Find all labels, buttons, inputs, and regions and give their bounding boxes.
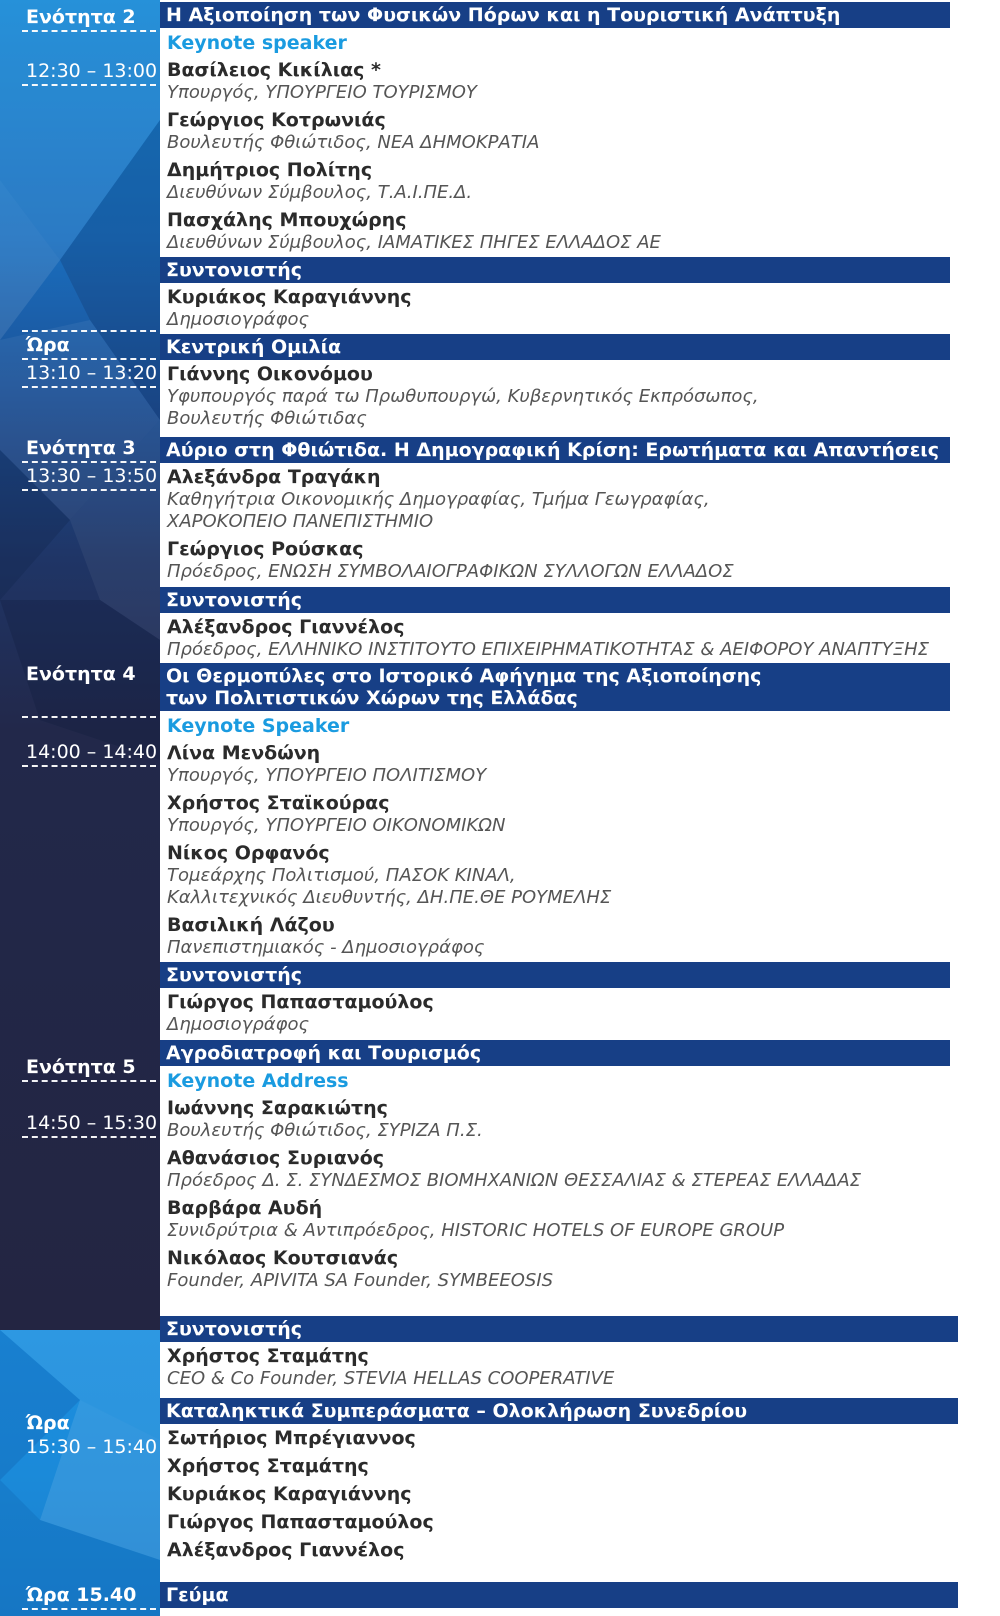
divider xyxy=(22,30,156,32)
speaker-role: Βουλευτής Φθιώτιδος, ΝΕΑ ΔΗΜΟΚΡΑΤΙΑ xyxy=(167,132,540,153)
moderator-bar: Συντονιστής xyxy=(160,962,950,988)
diamond-pattern xyxy=(0,0,160,1616)
section-4-title-line2: των Πολιτιστικών Χώρων της Ελλάδας xyxy=(166,687,578,709)
section-4-title-bar xyxy=(160,663,950,711)
speaker-role: Καθηγήτρια Οικονομικής Δημογραφίας, Τμήμα Γεωγραφίας, xyxy=(167,489,710,510)
lunch-bar: Γεύμα xyxy=(160,1582,958,1608)
speaker-role: Βουλευτής Φθιώτιδος, ΣΥΡΙΖΑ Π.Σ. xyxy=(167,1120,483,1141)
divider xyxy=(22,1608,156,1610)
speaker-role: Διευθύνων Σύμβουλος, Τ.Α.Ι.ΠΕ.Δ. xyxy=(167,182,473,203)
closing-name: Αλέξανδρος Γιαννέλος xyxy=(167,1539,405,1561)
closing-name: Σωτήριος Μπρέγιαννος xyxy=(167,1427,416,1449)
divider xyxy=(22,386,156,388)
speaker-name: Νίκος Ορφανός xyxy=(167,842,330,864)
speaker-name: Αθανάσιος Συριανός xyxy=(167,1147,385,1169)
divider xyxy=(22,1080,156,1082)
speaker-name: Νικόλαος Κουτσιανάς xyxy=(167,1247,399,1269)
speaker-role: Υφυπουργός παρά τω Πρωθυπουργώ, Κυβερνητικός Εκπρόσωπος, xyxy=(167,386,759,407)
moderator-role: CEO & Co Founder, STEVIA HELLAS COOPERATIVE xyxy=(167,1368,615,1389)
speaker-name: Πασχάλης Μπουχώρης xyxy=(167,209,407,231)
speaker-name: Γεώργιος Κοτρωνιάς xyxy=(167,109,386,131)
speaker-name: Χρήστος Σταϊκούρας xyxy=(167,792,390,814)
closing-bar: Καταληκτικά Συμπεράσματα – Ολοκλήρωση Συνεδρίου xyxy=(160,1398,958,1424)
divider xyxy=(22,358,156,360)
section-4-label: Ενότητα 4 xyxy=(26,663,136,685)
left-timeline-column xyxy=(0,0,160,1616)
lunch-label: Ώρα 15.40 xyxy=(26,1584,137,1606)
section-2-title-bar: Η Αξιοποίηση των Φυσικών Πόρων και η Τουριστική Ανάπτυξη xyxy=(160,2,950,28)
section-5-label: Ενότητα 5 xyxy=(26,1056,136,1078)
moderator-bar: Συντονιστής xyxy=(160,1316,958,1342)
section-2-label: Ενότητα 2 xyxy=(26,6,136,28)
section-3-title-bar: Αύριο στη Φθιώτιδα. Η Δημογραφική Κρίση: Ερωτήματα και Απαντήσεις xyxy=(160,437,950,463)
speaker-name: Βασίλειος Κικίλιας * xyxy=(167,59,381,81)
closing-name: Κυριάκος Καραγιάννης xyxy=(167,1483,412,1505)
section-3-time: 13:30 – 13:50 xyxy=(26,465,158,487)
divider xyxy=(22,765,156,767)
keynote-time: 13:10 – 13:20 xyxy=(26,362,158,384)
speaker-role: Υπουργός, ΥΠΟΥΡΓΕΙΟ ΠΟΛΙΤΙΣΜΟΥ xyxy=(167,765,487,786)
closing-hour-label: Ώρα xyxy=(26,1412,70,1434)
speaker-role: Διευθύνων Σύμβουλος, ΙΑΜΑΤΙΚΕΣ ΠΗΓΕΣ ΕΛΛΑΔΟΣ ΑΕ xyxy=(167,232,661,253)
speaker-role: Υπουργός, ΥΠΟΥΡΓΕΙΟ ΟΙΚΟΝΟΜΙΚΩΝ xyxy=(167,815,506,836)
speaker-name: Βασιλική Λάζου xyxy=(167,914,335,936)
speaker-role: Πρόεδρος Δ. Σ. ΣΥΝΔΕΣΜΟΣ ΒΙΟΜΗΧΑΝΙΩΝ ΘΕΣΣΑΛΙΑΣ & ΣΤΕΡΕΑΣ ΕΛΛΑΔΑΣ xyxy=(167,1170,862,1191)
speaker-name: Βαρβάρα Αυδή xyxy=(167,1197,323,1219)
speaker-role: Τομεάρχης Πολιτισμού, ΠΑΣΟΚ ΚΙΝΑΛ, xyxy=(167,865,516,886)
speaker-name: Γιάννης Οικονόμου xyxy=(167,363,373,385)
speaker-role: ΧΑΡΟΚΟΠΕΙΟ ΠΑΝΕΠΙΣΤΗΜΙΟ xyxy=(167,511,434,532)
keynote-main-bar: Κεντρική Ομιλία xyxy=(160,334,950,360)
keynote-label: Keynote Address xyxy=(167,1070,349,1092)
closing-name: Γιώργος Παπασταμούλος xyxy=(167,1511,434,1533)
closing-time: 15:30 – 15:40 xyxy=(26,1436,158,1458)
keynote-label: Keynote speaker xyxy=(167,32,347,54)
section-4-time: 14:00 – 14:40 xyxy=(26,741,158,763)
moderator-name: Κυριάκος Καραγιάννης xyxy=(167,286,412,308)
moderator-bar: Συντονιστής xyxy=(160,587,950,613)
divider xyxy=(22,489,156,491)
speaker-role: Συνιδρύτρια & Αντιπρόεδρος, HISTORIC HOTELS OF EUROPE GROUP xyxy=(167,1220,785,1241)
speaker-role: Βουλευτής Φθιώτιδας xyxy=(167,408,367,429)
moderator-role: Πρόεδρος, ΕΛΛΗΝΙΚΟ ΙΝΣΤΙΤΟΥΤΟ ΕΠΙΧΕΙΡΗΜΑΤΙΚΟΤΗΤΑΣ & ΑΕΙΦΟΡΟΥ ΑΝΑΠΤΥΞΗΣ xyxy=(167,639,930,660)
divider xyxy=(22,84,156,86)
closing-name: Χρήστος Σταμάτης xyxy=(167,1455,369,1477)
divider xyxy=(22,330,156,332)
speaker-name: Γεώργιος Ρούσκας xyxy=(167,538,364,560)
section-2-time: 12:30 – 13:00 xyxy=(26,60,158,82)
speaker-role: Υπουργός, ΥΠΟΥΡΓΕΙΟ ΤΟΥΡΙΣΜΟΥ xyxy=(167,82,477,103)
section-4-title-line1: Οι Θερμοπύλες στο Ιστορικό Αφήγημα της Αξιοποίησης xyxy=(166,665,762,687)
moderator-role: Δημοσιογράφος xyxy=(167,1014,310,1035)
moderator-name: Αλέξανδρος Γιαννέλος xyxy=(167,616,405,638)
moderator-name: Γιώργος Παπασταμούλος xyxy=(167,991,434,1013)
speaker-name: Ιωάννης Σαρακιώτης xyxy=(167,1097,388,1119)
divider xyxy=(22,716,156,718)
speaker-name: Δημήτριος Πολίτης xyxy=(167,159,373,181)
keynote-label: Keynote Speaker xyxy=(167,715,350,737)
speaker-name: Αλεξάνδρα Τραγάκη xyxy=(167,466,381,488)
section-5-time: 14:50 – 15:30 xyxy=(26,1112,158,1134)
speaker-role: Καλλιτεχνικός Διευθυντής, ΔΗ.ΠΕ.ΘΕ ΡΟΥΜΕΛΗΣ xyxy=(167,887,612,908)
section-5-title-bar: Αγροδιατροφή και Τουρισμός xyxy=(160,1040,950,1066)
moderator-role: Δημοσιογράφος xyxy=(167,309,310,330)
moderator-name: Χρήστος Σταμάτης xyxy=(167,1345,369,1367)
moderator-bar: Συντονιστής xyxy=(160,257,950,283)
divider xyxy=(22,1136,156,1138)
speaker-role: Founder, APIVITA SA Founder, SYMBEEOSIS xyxy=(167,1270,554,1291)
section-3-label: Ενότητα 3 xyxy=(26,437,136,459)
speaker-role: Πανεπιστημιακός - Δημοσιογράφος xyxy=(167,937,485,958)
divider xyxy=(22,461,156,463)
speaker-name: Λίνα Μενδώνη xyxy=(167,742,321,764)
speaker-role: Πρόεδρος, ΕΝΩΣΗ ΣΥΜΒΟΛΑΙΟΓΡΑΦΙΚΩΝ ΣΥΛΛΟΓΩΝ ΕΛΛΑΔΟΣ xyxy=(167,561,734,582)
keynote-hour-label: Ώρα xyxy=(26,334,70,356)
